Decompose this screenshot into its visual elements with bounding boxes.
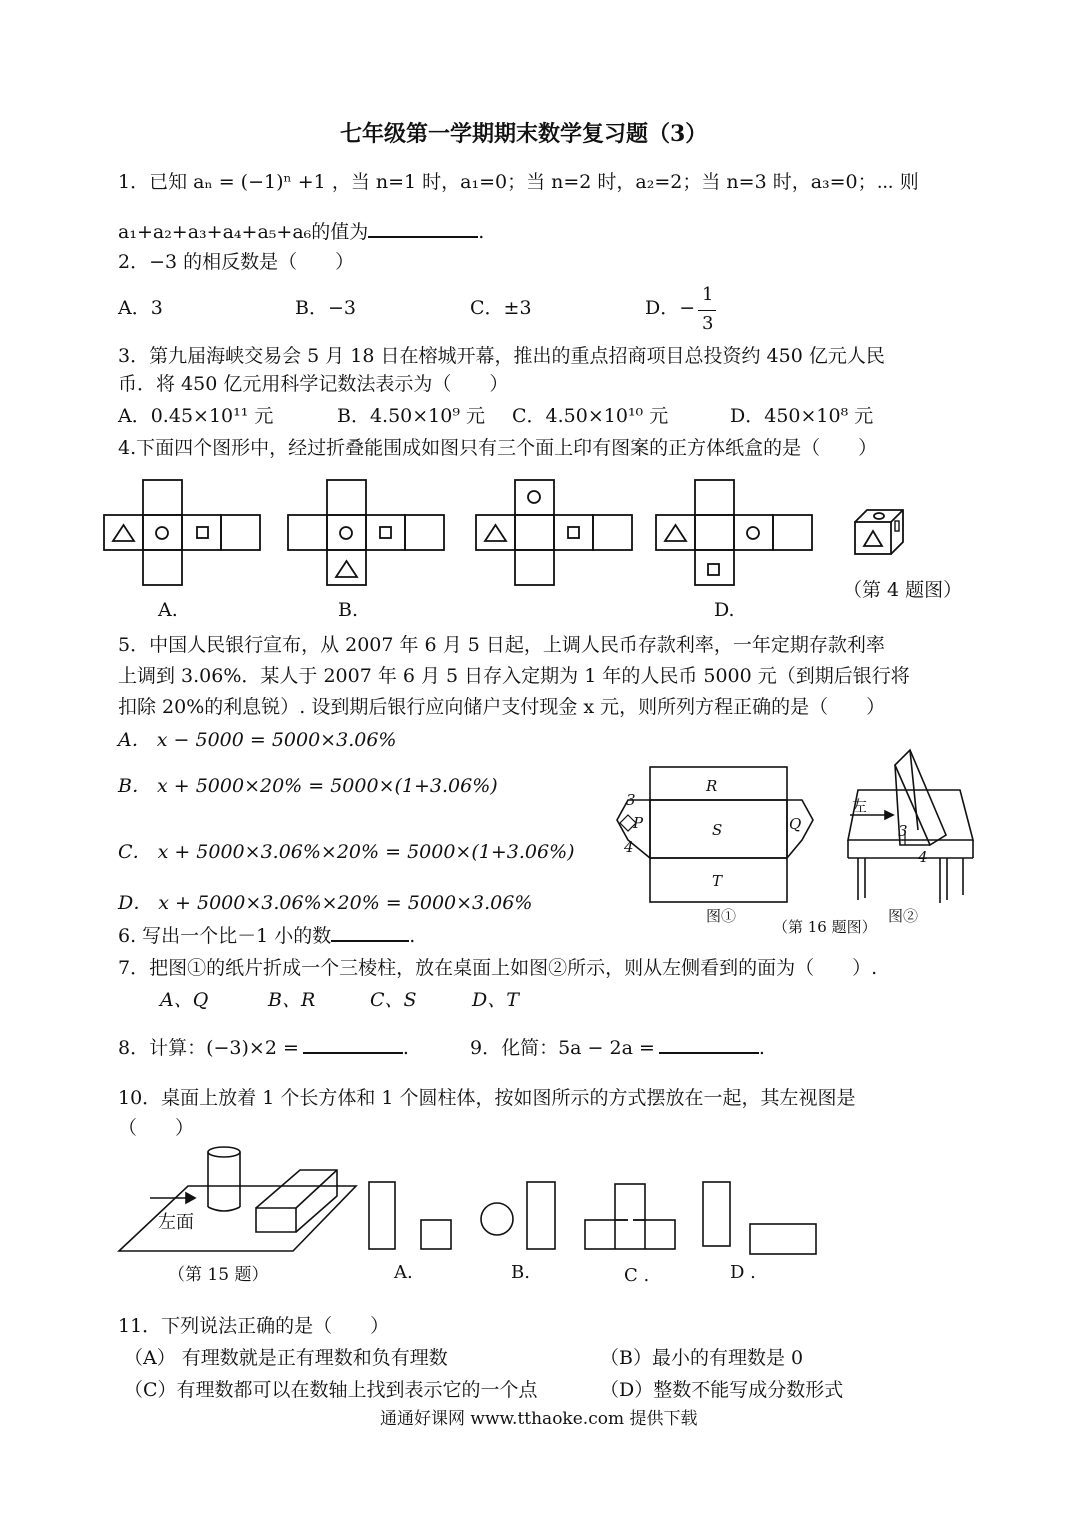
- q5-line2: 上调到 3.06%．某人于 2007 年 6 月 5 日存入定期为 1 年的人民币 5000 元（到期后银行将: [118, 665, 910, 687]
- option-c-top: [615, 1184, 645, 1220]
- q8-text: 8．计算：(−3)×2 =: [118, 1037, 299, 1059]
- q11-stem: 11．下列说法正确的是（ ）: [118, 1315, 390, 1337]
- fig16-label-left: 左: [852, 797, 868, 815]
- q7-option-d: D、T: [472, 989, 519, 1011]
- q2-option-c: C．±3: [470, 297, 532, 319]
- q10-option-d-label: D .: [730, 1262, 756, 1283]
- q11-option-b: （B）最小的有理数是 0: [600, 1347, 804, 1369]
- fig16-label-r: R: [706, 777, 718, 795]
- fig16-label-t: T: [712, 872, 723, 890]
- q1-period: .: [478, 221, 485, 243]
- fig16-label-s: S: [712, 821, 723, 839]
- q7-option-a: A、Q: [160, 989, 209, 1011]
- q2-option-b: B．−3: [295, 297, 356, 319]
- q5-option-d: D． x + 5000×3.06%×20% = 5000×3.06%: [118, 892, 533, 914]
- page-title: 七年级第一学期期末数学复习题（3）: [340, 121, 708, 147]
- q11-option-a: （A） 有理数就是正有理数和负有理数: [124, 1347, 448, 1369]
- q3-option-a: A．0.45×10¹¹ 元: [118, 405, 274, 427]
- q10-option-c-label: C .: [624, 1265, 650, 1286]
- q11-option-d: （D）整数不能写成分数形式: [600, 1379, 844, 1401]
- fig16-label-prism-3: 3: [898, 822, 908, 840]
- q4-stem: 4.下面四个图形中，经过折叠能围成如图只有三个面上印有图案的正方体纸盒的是（ ）: [118, 437, 878, 459]
- q6-period: .: [409, 925, 416, 947]
- option-b-circle: [481, 1203, 513, 1235]
- q10-left-label: 左面: [158, 1212, 194, 1233]
- option-d-wide-rect: [750, 1224, 816, 1254]
- q10-option-a-label: A.: [394, 1262, 413, 1283]
- fig16-label-p: P: [633, 814, 644, 832]
- fig16-caption: （第 16 题图）: [773, 918, 877, 936]
- option-a-tall-rect: [369, 1182, 395, 1249]
- q10-caption: （第 15 题）: [168, 1265, 269, 1285]
- q4-label-d: D.: [714, 599, 735, 621]
- fig16-label-3: 3: [626, 791, 636, 809]
- fig16-label-4: 4: [624, 838, 634, 856]
- q3-option-c: C．4.50×10¹⁰ 元: [512, 405, 669, 427]
- q1-line1: 1．已知 aₙ = (−1)ⁿ +1 ，当 n=1 时，a₁=0；当 n=2 时，a₂=2；当 n=3 时，a₃=0；⋯ 则: [118, 171, 919, 193]
- q5-line1: 5．中国人民银行宣布，从 2007 年 6 月 5 日起，上调人民币存款利率，一年定期存款利率: [118, 634, 885, 656]
- q7-option-b: B、R: [268, 989, 316, 1011]
- q5-option-c: C． x + 5000×3.06%×20% = 5000×(1+3.06%): [118, 841, 575, 863]
- q4-caption: （第 4 题图）: [843, 579, 963, 601]
- option-d-tall-rect: [703, 1182, 730, 1246]
- q7-stem: 7．把图①的纸片折成一个三棱柱，放在桌面上如图②所示，则从左侧看到的面为（ ）.: [118, 957, 878, 979]
- q2-option-d-denominator: 3: [702, 313, 714, 334]
- fig16-label-prism-4: 4: [918, 848, 928, 866]
- q10-option-b-label: B.: [511, 1262, 530, 1283]
- q5-line3: 扣除 20%的利息锐）. 设到期后银行应向储户支付现金 x 元，则所列方程正确的是（ ）: [118, 696, 886, 718]
- q2-option-d-numerator: 1: [702, 284, 714, 305]
- q7-option-c: C、S: [370, 989, 417, 1011]
- option-c-base: [585, 1220, 675, 1249]
- q4-label-b: B.: [338, 599, 359, 621]
- q4-label-a: A.: [158, 599, 178, 621]
- q8-period: .: [402, 1037, 409, 1059]
- fig16-label-q: Q: [789, 815, 802, 833]
- option-a-square: [421, 1220, 451, 1249]
- q3-line2: 币．将 450 亿元用科学记数法表示为（ ）: [118, 373, 509, 395]
- option-b-tall-rect: [527, 1182, 555, 1249]
- q2-option-a: A．3: [118, 297, 163, 319]
- footer-note: 通通好课网 www.tthaoke.com 提供下载: [380, 1409, 698, 1429]
- q9-text: 9．化简：5a − 2a =: [470, 1037, 655, 1059]
- q10-line1: 10．桌面上放着 1 个长方体和 1 个圆柱体，按如图所示的方式摆放在一起，其左视图是: [118, 1087, 856, 1109]
- q5-option-b: B． x + 5000×20% = 5000×(1+3.06%): [118, 775, 498, 797]
- fig16-caption-1: 图①: [706, 907, 737, 925]
- q2-option-d-prefix: D．−: [645, 297, 696, 319]
- q10-line2: （ ）: [118, 1117, 195, 1139]
- fig16-caption-2: 图②: [888, 907, 919, 925]
- q2-stem: 2．−3 的相反数是（ ）: [118, 251, 355, 273]
- q3-option-d: D．450×10⁸ 元: [730, 405, 874, 427]
- q5-option-a: A． x − 5000 = 5000×3.06%: [118, 729, 397, 751]
- q9-period: .: [758, 1037, 765, 1059]
- q1-line2-text: a₁+a₂+a₃+a₄+a₅+a₆的值为: [118, 221, 369, 243]
- q11-option-c: （C）有理数都可以在数轴上找到表示它的一个点: [124, 1379, 538, 1401]
- q6-text: 6. 写出一个比－1 小的数: [118, 925, 332, 947]
- q3-option-b: B．4.50×10⁹ 元: [337, 405, 486, 427]
- q3-line1: 3．第九届海峡交易会 5 月 18 日在榕城开幕，推出的重点招商项目总投资约 450 亿元人民: [118, 345, 885, 367]
